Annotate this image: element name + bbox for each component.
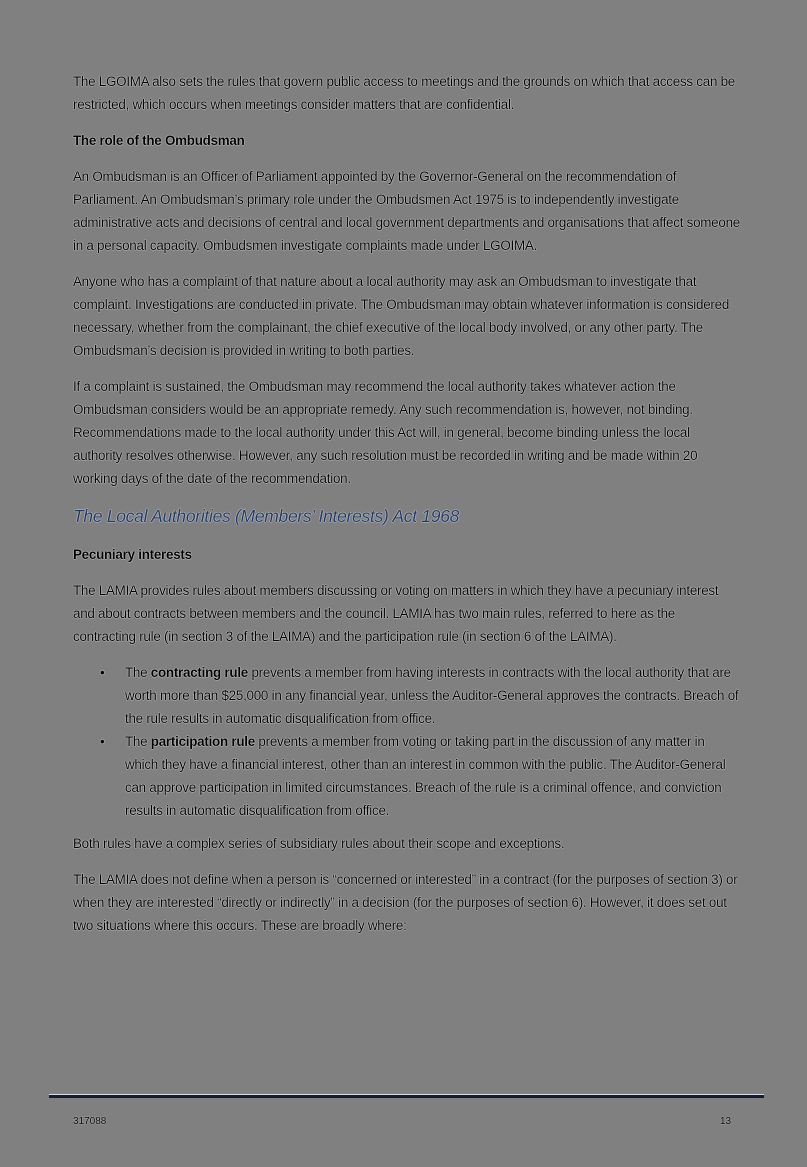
bullet-body-text: prevents a member from voting or taking part in the discussion of any matter in which they have a financial interest, other than an interest in common with the public. The Auditor-General can approve participation in limited circumstances. Breach of the rule is a criminal offence, and conviction results in automatic disqualification from office. — [125, 734, 726, 818]
footer-divider — [49, 1094, 764, 1098]
paragraph-lgoima-meetings: The LGOIMA also sets the rules that govern public access to meetings and the grounds on which that access can be restricted, which occurs when meetings consider matters that are confidential. — [73, 74, 736, 112]
footer-page-number: 13 — [720, 1116, 732, 1127]
bullet-lead-text: The — [125, 734, 151, 749]
paragraph-lamia-definitions: The LAMIA does not define when a person is “concerned or interested” in a contract (for the purposes of section 3) or when they are interested “directly or indirectly” in a decision (for the purposes of section 6). However, it does set out two situations where this occurs. These are broadly where: — [73, 872, 738, 933]
paragraph-ombudsman-recommendations: If a complaint is sustained, the Ombudsman may recommend the local authority takes whatever action the Ombudsman considers would be an appropriate remedy. Any such recommendation is, however, not binding. Recommendations made to the local authority under this Act will, in general, become binding unless the local authority resolves otherwise. However, any such resolution must be recorded in writing and be made within 20 working days of the date of the recommendation. — [73, 379, 698, 486]
bullet-bold-term: contracting rule — [150, 665, 248, 680]
section-heading-lamia: The Local Authorities (Members’ Interests) Act 1968 — [73, 506, 460, 526]
document-body — [73, 70, 741, 950]
paragraph-ombudsman-complaints: Anyone who has a complaint of that nature about a local authority may ask an Ombudsman to investigate that complaint. Investigations are conducted in private. The Ombudsman may obtain whatever information is considered necessary, whether from the complainant, the chief executive of the local body involved, or any other party. The Ombudsman’s decision is provided in writing to both parties. — [73, 274, 730, 358]
paragraph-subsidiary-rules: Both rules have a complex series of subsidiary rules about their scope and exceptions. — [73, 836, 565, 851]
bullet-bold-term: participation rule — [150, 734, 255, 749]
bullet-contracting-rule — [73, 661, 741, 730]
bullet-participation-rule — [73, 730, 741, 822]
rules-bullet-list — [73, 661, 741, 822]
paragraph-lamia-intro: The LAMIA provides rules about members discussing or voting on matters in which they have a pecuniary interest and about contracts between members and the council. LAMIA has two main rules, referred to here as the contracting rule (in section 3 of the LAIMA) and the participation rule (in section 6 of the LAIMA). — [73, 583, 719, 644]
subheading-role-of-ombudsman: The role of the Ombudsman — [73, 133, 245, 148]
paragraph-ombudsman-role: An Ombudsman is an Officer of Parliament appointed by the Governor-General on the recommendation of Parliament. An Ombudsman’s primary role under the Ombudsmen Act 1975 is to independently investigate administrative acts and decisions of central and local government departments and organisations that affect someone in a personal capacity. Ombudsmen investigate complaints made under LGOIMA. — [73, 169, 740, 253]
bullet-icon: • — [100, 665, 105, 680]
subheading-pecuniary-interests: Pecuniary interests — [73, 547, 192, 562]
bullet-lead-text: The — [125, 665, 151, 680]
bullet-body-text: prevents a member from having interests in contracts with the local authority that are worth more than $25,000 in any financial year, unless the Auditor-General approves the contracts. Breach of the rule results in automatic disqualification from office. — [125, 665, 739, 726]
footer-document-number: 317088 — [73, 1116, 107, 1127]
bullet-icon: • — [100, 734, 105, 749]
